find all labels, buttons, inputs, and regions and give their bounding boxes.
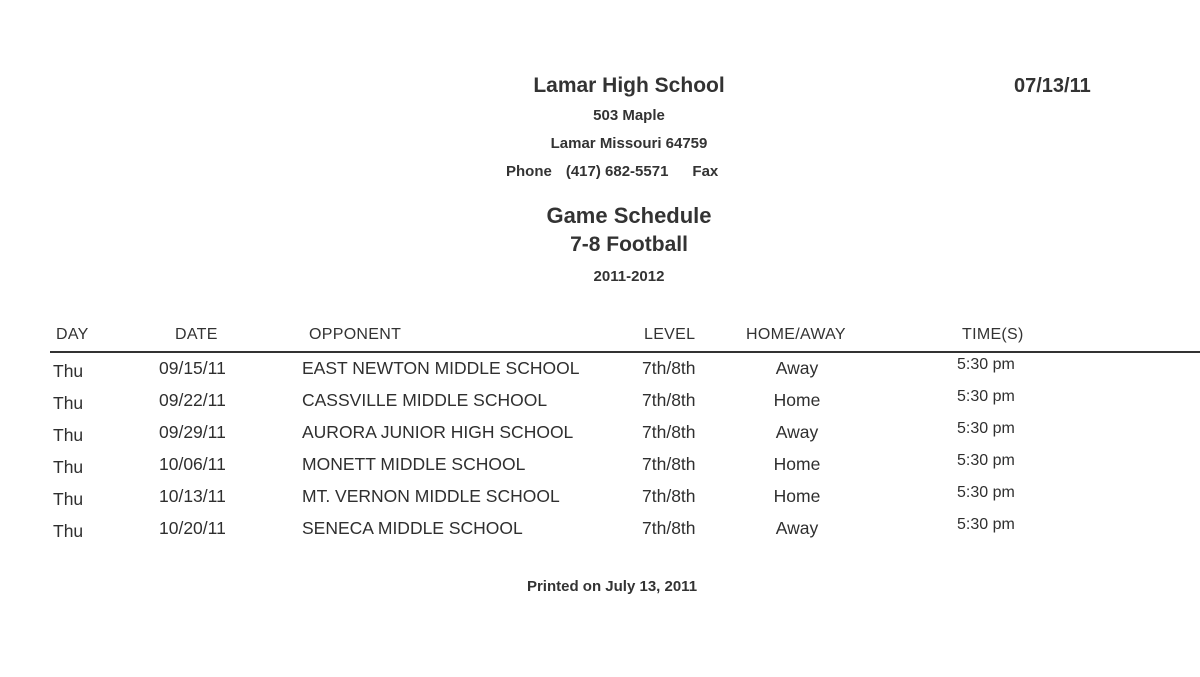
phone-number: (417) 682-5571 xyxy=(565,163,669,180)
cell-time: 5:30 pm xyxy=(957,516,1015,533)
season-label: 2011-2012 xyxy=(593,268,665,285)
cell-day: Thu xyxy=(53,489,84,509)
cell-opponent: SENECA MIDDLE SCHOOL xyxy=(302,518,523,538)
cell-date: 09/29/11 xyxy=(159,422,226,442)
cell-date: 09/15/11 xyxy=(159,358,226,378)
cell-date: 09/22/11 xyxy=(159,390,226,410)
cell-time: 5:30 pm xyxy=(957,484,1015,501)
schedule-title: Game Schedule xyxy=(546,203,712,228)
cell-time: 5:30 pm xyxy=(957,420,1015,437)
cell-day: Thu xyxy=(53,521,84,541)
cell-home-away: Away xyxy=(775,358,819,378)
contact-line xyxy=(506,163,718,180)
column-header-day: DAY xyxy=(56,326,89,343)
cell-level: 7th/8th xyxy=(642,454,696,474)
cell-opponent: CASSVILLE MIDDLE SCHOOL xyxy=(302,390,548,410)
cell-opponent: MONETT MIDDLE SCHOOL xyxy=(302,454,526,474)
cell-day: Thu xyxy=(53,361,84,381)
column-header-date: DATE xyxy=(175,326,218,343)
school-name: Lamar High School xyxy=(533,74,725,97)
address-line-1: 503 Maple xyxy=(593,107,665,124)
cell-opponent: MT. VERNON MIDDLE SCHOOL xyxy=(302,486,560,506)
address-line-2: Lamar Missouri 64759 xyxy=(550,135,708,152)
cell-home-away: Away xyxy=(775,422,819,442)
cell-day: Thu xyxy=(53,425,84,445)
cell-time: 5:30 pm xyxy=(957,388,1015,405)
cell-level: 7th/8th xyxy=(642,518,696,538)
cell-home-away: Home xyxy=(773,390,821,410)
cell-day: Thu xyxy=(53,457,84,477)
header-divider xyxy=(50,351,1200,353)
cell-time: 5:30 pm xyxy=(957,452,1015,469)
cell-home-away: Away xyxy=(775,518,819,538)
cell-day: Thu xyxy=(53,393,84,413)
cell-date: 10/13/11 xyxy=(159,486,226,506)
sport-title: 7-8 Football xyxy=(570,233,688,256)
column-header-opponent: OPPONENT xyxy=(309,326,402,343)
cell-date: 10/06/11 xyxy=(159,454,226,474)
cell-date: 10/20/11 xyxy=(159,518,226,538)
fax-label: Fax xyxy=(692,163,719,180)
column-header-home-away: HOME/AWAY xyxy=(746,326,846,343)
cell-opponent: EAST NEWTON MIDDLE SCHOOL xyxy=(302,358,580,378)
cell-level: 7th/8th xyxy=(642,390,696,410)
cell-level: 7th/8th xyxy=(642,358,696,378)
cell-home-away: Home xyxy=(773,454,821,474)
column-header-level: LEVEL xyxy=(644,326,696,343)
cell-home-away: Home xyxy=(773,486,821,506)
print-date: 07/13/11 xyxy=(1014,75,1091,97)
cell-level: 7th/8th xyxy=(642,422,696,442)
phone-label: Phone xyxy=(506,163,552,180)
cell-opponent: AURORA JUNIOR HIGH SCHOOL xyxy=(302,422,574,442)
printed-on-footer: Printed on July 13, 2011 xyxy=(526,578,698,595)
cell-time: 5:30 pm xyxy=(957,356,1015,373)
cell-level: 7th/8th xyxy=(642,486,696,506)
column-header-time: TIME(S) xyxy=(962,326,1024,343)
